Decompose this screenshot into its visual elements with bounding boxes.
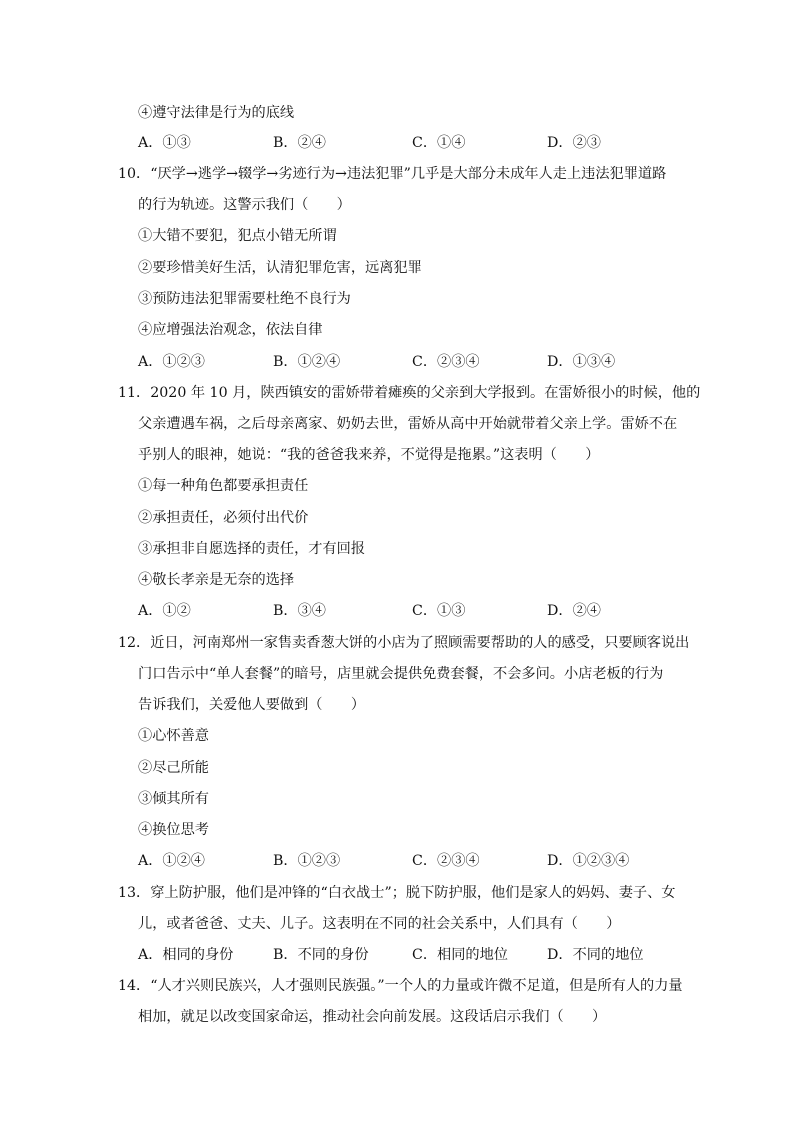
q11-option-c: C．①③ [412,603,466,619]
q10-option-a: A．①②③ [138,354,205,370]
q9-option-b: B．②④ [273,135,326,151]
q13-option-b: B．不同的身份 [273,947,369,963]
q10-option-b: B．①②④ [273,354,341,370]
q12-option-b: B．①②③ [273,853,341,869]
q12-item-1: ①心怀善意 [138,728,209,744]
q10-stem-line-1: 10．“厌学→逃学→辍学→劣迹行为→违法犯罪”几乎是大部分未成年人走上违法犯罪道路 [118,166,667,182]
q9-item-4: ④遵守法律是行为的底线 [138,105,295,121]
q12-item-3: ③倾其所有 [138,791,209,807]
q11-stem-line-3: 乎别人的眼神，她说：“我的爸爸我来养，不觉得是拖累。”这表明（ ） [138,447,600,463]
q10-item-4: ④应增强法治观念，依法自律 [138,322,323,338]
q12-item-4: ④换位思考 [138,822,209,838]
q12-stem-line-2: 门口告示中“单人套餐”的暗号，店里就会提供免费套餐，不会多问。小店老板的行为 [138,666,664,682]
q10-option-d: D．①③④ [547,354,616,370]
q11-item-3: ③承担非自愿选择的责任，才有回报 [138,541,366,557]
q10-item-2: ②要珍惜美好生活，认清犯罪危害，远离犯罪 [138,260,422,276]
q12-option-a: A．①②④ [138,853,205,869]
q14-stem-line-2: 相加，就足以改变国家命运，推动社会向前发展。这段话启示我们（ ） [138,1009,607,1025]
q12-stem-line-3: 告诉我们，关爱他人要做到（ ） [138,697,366,713]
q14-stem-line-1: 14．“人才兴则民族兴，人才强则民族强。”一个人的力量或许微不足道，但是所有人的力量 [118,978,683,994]
q13-stem-line-1: 13．穿上防护服，他们是冲锋的“白衣战士”；脱下防护服，他们是家人的妈妈、妻子、女 [118,885,676,901]
q13-option-c: C．相同的地位 [412,947,508,963]
q12-option-c: C．②③④ [412,853,480,869]
q10-stem-line-2: 的行为轨迹。这警示我们（ ） [138,197,351,213]
q11-stem-line-1: 11．2020 年 10 月，陕西镇安的雷娇带着瘫痪的父亲到大学报到。在雷娇很小的时候，他的 [118,385,701,401]
q12-item-2: ②尽己所能 [138,760,209,776]
q13-option-a: A．相同的身份 [138,947,234,963]
q10-item-1: ①大错不要犯，犯点小错无所谓 [138,228,337,244]
q11-stem-line-2: 父亲遭遇车祸，之后母亲离家、奶奶去世，雷娇从高中开始就带着父亲上学。雷娇不在 [138,416,678,432]
q11-option-b: B．③④ [273,603,326,619]
q10-item-3: ③预防违法犯罪需要杜绝不良行为 [138,291,351,307]
q9-option-c: C．①④ [412,135,466,151]
q9-option-a: A．①③ [138,135,191,151]
q11-item-1: ①每一种角色都要承担责任 [138,478,309,494]
q11-option-d: D．②④ [547,603,601,619]
q11-item-2: ②承担责任，必须付出代价 [138,510,309,526]
q13-option-d: D．不同的地位 [547,947,644,963]
q9-option-d: D．②③ [547,135,601,151]
q12-option-d: D．①②③④ [547,853,630,869]
q10-option-c: C．②③④ [412,354,480,370]
q13-stem-line-2: 儿，或者爸爸、丈夫、儿子。这表明在不同的社会关系中，人们具有（ ） [138,916,621,932]
q11-option-a: A．①② [138,603,191,619]
q12-stem-line-1: 12．近日，河南郑州一家售卖香葱大饼的小店为了照顾需要帮助的人的感受，只要顾客说出 [118,635,690,651]
q11-item-4: ④敬长孝亲是无奈的选择 [138,572,295,588]
